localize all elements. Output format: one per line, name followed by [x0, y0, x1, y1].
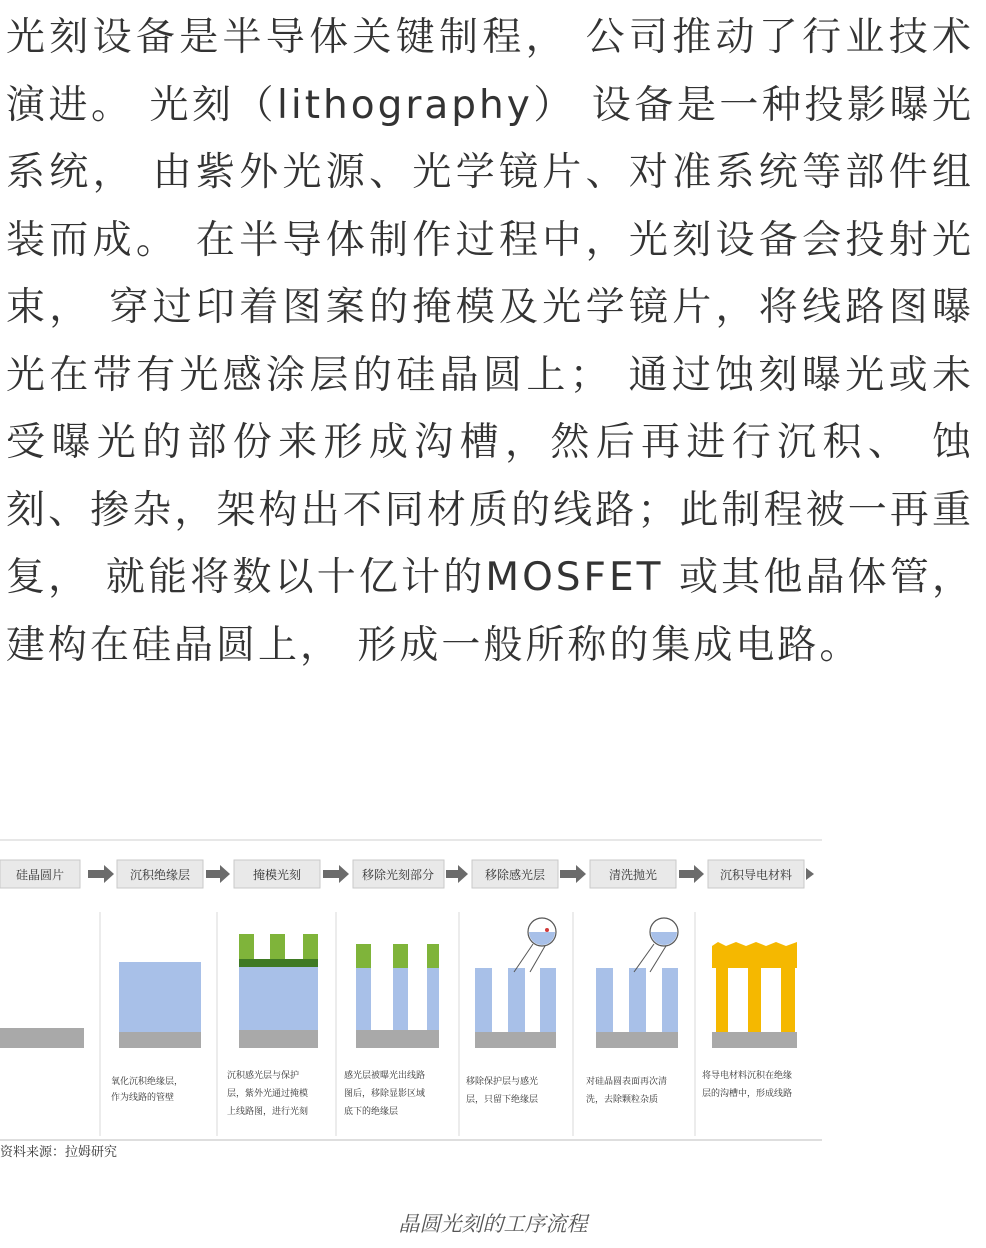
step-header-1 [0, 860, 80, 888]
step-header-5 [472, 860, 558, 888]
arrow-icon [679, 865, 704, 883]
diagram-step-6 [596, 918, 678, 1048]
step-desc-7-line-1: 将导电材料沉积在绝缘 [702, 1071, 793, 1081]
diagram-step-3 [239, 934, 318, 1048]
step-header-3 [234, 860, 320, 888]
step-header-2 [117, 860, 203, 888]
figure-caption: 晶圆光刻的工序流程 [398, 1212, 588, 1236]
step-desc-4-line-1: 感光层被曝光出线路 [344, 1071, 426, 1081]
step-label-4: 移除光刻部分 [361, 868, 435, 882]
article-paragraph: 光刻设备是半导体关键制程， 公司推动了行业技术演进。 光刻（lithography） 设备是一种投影曝光系统， 由紫外光源、光学镜片、对准系统等部件组装而成。 在半导体制作过程中，光刻设备会投射光束， 穿过印着图案的掩模及光学镜片，将线路图曝光在带有光感涂层的硅晶圆上； 通过蚀刻曝光或未受曝光的部份来形成沟槽，然后再进行沉积、 蚀刻、掺杂，架构出不同材质的线路；此制程被一再重复， 就能将数以十亿计的MOSFET 或其他晶体管， 建构在硅晶圆上， 形成一般所称的集成电路。 [6, 15, 974, 668]
arrow-icon [446, 865, 468, 883]
step-label-7: 沉积导电材料 [719, 868, 793, 882]
step-label-6: 清洗抛光 [608, 868, 658, 882]
figure-source: 资料来源：拉姆研究 [0, 1145, 118, 1160]
diagram-step-4 [356, 944, 439, 1048]
step-desc-6-line-2: 洗，去除颗粒杂质 [586, 1095, 659, 1105]
step-label-3: 掩模光刻 [252, 868, 302, 882]
step-header-6 [590, 860, 676, 888]
step-desc-2-line-1: 氧化沉积绝缘层， [111, 1077, 184, 1087]
diagram-step-7 [712, 942, 797, 1048]
step-label-5: 移除感光层 [484, 868, 546, 882]
lithography-process-figure [0, 838, 826, 1178]
diagram-step-5 [475, 918, 556, 1048]
step-label-1: 硅晶圆片 [15, 868, 65, 882]
arrow-icon [560, 865, 586, 883]
step-desc-5-line-1: 移除保护层与感光 [466, 1077, 539, 1087]
arrow-icon [806, 868, 814, 880]
wafer-1 [0, 1028, 84, 1048]
step-desc-3-line-2: 层，紫外光通过掩模 [227, 1089, 309, 1099]
step-desc-6-line-1: 对硅晶圆表面再次清 [586, 1077, 668, 1087]
step-desc-3-line-1: 沉积感光层与保护 [227, 1071, 300, 1081]
step-desc-4-line-3: 底下的绝缘层 [344, 1107, 399, 1117]
step-desc-5-line-2: 层，只留下绝缘层 [466, 1095, 539, 1105]
arrow-icon [206, 865, 230, 883]
arrow-icon [323, 865, 349, 883]
step-header-4 [353, 860, 444, 888]
step-label-2: 沉积绝缘层 [129, 868, 191, 882]
step-desc-4-line-2: 图后，移除显影区域 [344, 1089, 426, 1099]
step-desc-2-line-2: 作为线路的管壁 [111, 1093, 175, 1103]
step-desc-7-line-2: 层的沟槽中，形成线路 [702, 1089, 793, 1099]
step-descriptions [111, 1069, 792, 1117]
step-header-7 [708, 860, 804, 888]
diagram-step-2 [119, 962, 201, 1048]
step-desc-3-line-3: 上线路图，进行光刻 [227, 1107, 309, 1117]
arrow-icon [88, 865, 114, 883]
